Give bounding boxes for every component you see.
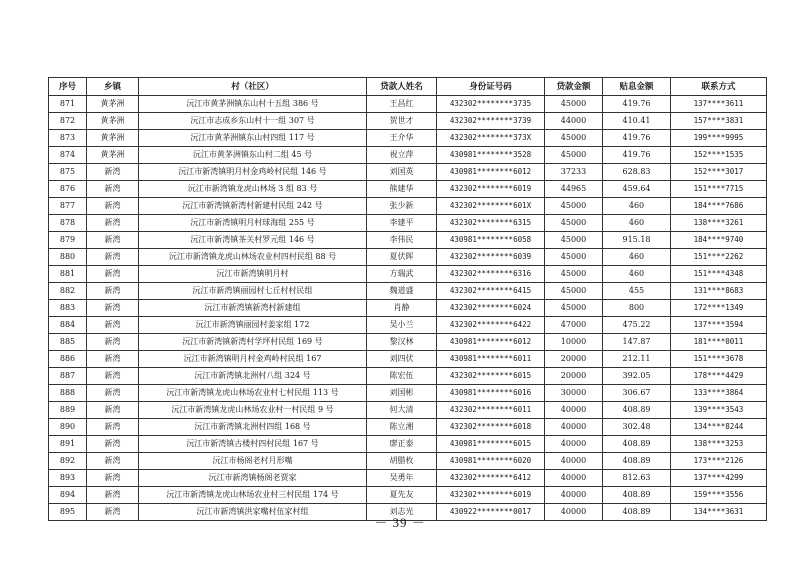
loan-amount-cell: 45000 <box>545 198 603 215</box>
table-row <box>49 368 767 385</box>
subsidy-amount-cell: 812.63 <box>603 470 671 487</box>
contact-cell: 184****7686 <box>671 198 767 215</box>
town-cell: 新湾 <box>87 402 139 419</box>
town-cell: 新湾 <box>87 368 139 385</box>
table-row <box>49 147 767 164</box>
id-number-cell: 432302********6316 <box>437 266 545 283</box>
id-number-cell: 432302********6018 <box>437 419 545 436</box>
loan-table-container <box>48 77 766 521</box>
index-cell: 873 <box>49 130 87 147</box>
loan-amount-cell: 20000 <box>545 368 603 385</box>
borrower-cell: 黎汉林 <box>367 334 437 351</box>
loan-amount-cell: 20000 <box>545 351 603 368</box>
subsidy-amount-cell: 408.89 <box>603 402 671 419</box>
table-row <box>49 164 767 181</box>
loan-amount-cell: 45000 <box>545 283 603 300</box>
town-cell: 新湾 <box>87 470 139 487</box>
loan-amount-cell: 45000 <box>545 300 603 317</box>
borrower-cell: 吴勇年 <box>367 470 437 487</box>
id-number-cell: 432302********6019 <box>437 487 545 504</box>
loan-amount-cell: 45000 <box>545 266 603 283</box>
contact-cell: 178****4429 <box>671 368 767 385</box>
header-col-index: 序号 <box>49 78 87 96</box>
borrower-cell: 刘志光 <box>367 504 437 521</box>
table-row <box>49 317 767 334</box>
subsidy-amount-cell: 460 <box>603 198 671 215</box>
contact-cell: 139****3543 <box>671 402 767 419</box>
borrower-cell: 贺世才 <box>367 113 437 130</box>
index-cell: 890 <box>49 419 87 436</box>
contact-cell: 133****3864 <box>671 385 767 402</box>
borrower-cell: 李建平 <box>367 215 437 232</box>
contact-cell: 151****3678 <box>671 351 767 368</box>
town-cell: 新湾 <box>87 283 139 300</box>
table-row <box>49 130 767 147</box>
village-cell: 沅江市新湾镇丽园村七丘村村民组 <box>139 283 367 300</box>
index-cell: 891 <box>49 436 87 453</box>
table-header-row <box>49 78 767 96</box>
id-number-cell: 430981********6012 <box>437 164 545 181</box>
village-cell: 沅江市杨阁老村月形嘴 <box>139 453 367 470</box>
subsidy-amount-cell: 460 <box>603 215 671 232</box>
header-col-contact: 联系方式 <box>671 78 767 96</box>
contact-cell: 151****4348 <box>671 266 767 283</box>
village-cell: 沅江市新湾镇龙虎山林场农业村一村民组 9 号 <box>139 402 367 419</box>
borrower-cell: 方瑞武 <box>367 266 437 283</box>
subsidy-amount-cell: 410.41 <box>603 113 671 130</box>
borrower-cell: 夏伏晖 <box>367 249 437 266</box>
loan-amount-cell: 40000 <box>545 487 603 504</box>
town-cell: 黄茅洲 <box>87 96 139 113</box>
id-number-cell: 430922********0017 <box>437 504 545 521</box>
table-row <box>49 351 767 368</box>
village-cell: 沅江市黄茅洲镇东山村二组 45 号 <box>139 147 367 164</box>
index-cell: 887 <box>49 368 87 385</box>
index-cell: 892 <box>49 453 87 470</box>
village-cell: 沅江市新湾镇茶关村罗元组 146 号 <box>139 232 367 249</box>
subsidy-amount-cell: 408.89 <box>603 504 671 521</box>
loan-amount-cell: 44000 <box>545 113 603 130</box>
village-cell: 沅江市新湾镇北洲村八组 324 号 <box>139 368 367 385</box>
borrower-cell: 廖正泰 <box>367 436 437 453</box>
contact-cell: 181****0011 <box>671 334 767 351</box>
village-cell: 沅江市新湾镇古楼村四村民组 167 号 <box>139 436 367 453</box>
borrower-cell: 胡腊枚 <box>367 453 437 470</box>
village-cell: 沅江市新湾镇龙虎山林场农业村三村民组 174 号 <box>139 487 367 504</box>
loan-amount-cell: 45000 <box>545 96 603 113</box>
contact-cell: 184****9740 <box>671 232 767 249</box>
town-cell: 新湾 <box>87 181 139 198</box>
village-cell: 沅江市黄茅洲镇东山村十五组 386 号 <box>139 96 367 113</box>
id-number-cell: 430981********6012 <box>437 334 545 351</box>
town-cell: 新湾 <box>87 334 139 351</box>
id-number-cell: 432302********6412 <box>437 470 545 487</box>
id-number-cell: 432302********6415 <box>437 283 545 300</box>
id-number-cell: 430981********6016 <box>437 385 545 402</box>
index-cell: 885 <box>49 334 87 351</box>
table-row <box>49 470 767 487</box>
loan-amount-cell: 10000 <box>545 334 603 351</box>
table-row <box>49 113 767 130</box>
town-cell: 新湾 <box>87 232 139 249</box>
header-col-loan-amount: 贷款金额 <box>545 78 603 96</box>
borrower-cell: 张少新 <box>367 198 437 215</box>
index-cell: 871 <box>49 96 87 113</box>
town-cell: 新湾 <box>87 419 139 436</box>
table-row <box>49 334 767 351</box>
village-cell: 沅江市志成乡东山村十一组 307 号 <box>139 113 367 130</box>
village-cell: 沅江市新湾镇明月村 <box>139 266 367 283</box>
village-cell: 沅江市新湾镇明月村金鸡岭村民组 167 <box>139 351 367 368</box>
contact-cell: 151****7715 <box>671 181 767 198</box>
header-col-subsidy-amount: 贴息金额 <box>603 78 671 96</box>
village-cell: 沅江市新湾镇龙虎山林场农业村四村民组 88 号 <box>139 249 367 266</box>
index-cell: 893 <box>49 470 87 487</box>
table-row <box>49 96 767 113</box>
contact-cell: 137****3611 <box>671 96 767 113</box>
index-cell: 878 <box>49 215 87 232</box>
page-number: － 39 － <box>374 515 426 530</box>
borrower-cell: 吴小兰 <box>367 317 437 334</box>
town-cell: 新湾 <box>87 164 139 181</box>
header-col-town: 乡镇 <box>87 78 139 96</box>
table-body <box>49 96 767 521</box>
index-cell: 889 <box>49 402 87 419</box>
village-cell: 沅江市新湾镇新湾村新建组 <box>139 300 367 317</box>
id-number-cell: 430981********6020 <box>437 453 545 470</box>
town-cell: 新湾 <box>87 249 139 266</box>
id-number-cell: 430981********6011 <box>437 351 545 368</box>
town-cell: 新湾 <box>87 198 139 215</box>
id-number-cell: 432302********6315 <box>437 215 545 232</box>
borrower-cell: 夏先友 <box>367 487 437 504</box>
table-row <box>49 249 767 266</box>
index-cell: 881 <box>49 266 87 283</box>
table-row <box>49 300 767 317</box>
loan-amount-cell: 40000 <box>545 453 603 470</box>
index-cell: 883 <box>49 300 87 317</box>
subsidy-amount-cell: 460 <box>603 249 671 266</box>
village-cell: 沅江市新湾镇明月村金鸡岭村民组 146 号 <box>139 164 367 181</box>
contact-cell: 134****8244 <box>671 419 767 436</box>
loan-amount-cell: 45000 <box>545 215 603 232</box>
village-cell: 沅江市新湾镇新湾村新建村民组 242 号 <box>139 198 367 215</box>
contact-cell: 138****3261 <box>671 215 767 232</box>
table-row <box>49 453 767 470</box>
loan-amount-cell: 47000 <box>545 317 603 334</box>
table-row <box>49 283 767 300</box>
table-row <box>49 385 767 402</box>
subsidy-amount-cell: 800 <box>603 300 671 317</box>
id-number-cell: 432302********3735 <box>437 96 545 113</box>
loan-amount-cell: 40000 <box>545 419 603 436</box>
subsidy-amount-cell: 475.22 <box>603 317 671 334</box>
loan-amount-cell: 40000 <box>545 470 603 487</box>
contact-cell: 159****3556 <box>671 487 767 504</box>
contact-cell: 137****3594 <box>671 317 767 334</box>
village-cell: 沅江市新湾镇北洲村四组 168 号 <box>139 419 367 436</box>
contact-cell: 151****2262 <box>671 249 767 266</box>
town-cell: 新湾 <box>87 487 139 504</box>
index-cell: 876 <box>49 181 87 198</box>
town-cell: 新湾 <box>87 317 139 334</box>
table-row <box>49 181 767 198</box>
id-number-cell: 432302********6039 <box>437 249 545 266</box>
town-cell: 新湾 <box>87 351 139 368</box>
id-number-cell: 432302********6015 <box>437 368 545 385</box>
contact-cell: 138****3253 <box>671 436 767 453</box>
borrower-cell: 李伟民 <box>367 232 437 249</box>
header-col-borrower: 贷款人姓名 <box>367 78 437 96</box>
town-cell: 新湾 <box>87 385 139 402</box>
subsidy-amount-cell: 455 <box>603 283 671 300</box>
contact-cell: 131****8683 <box>671 283 767 300</box>
id-number-cell: 430981********6058 <box>437 232 545 249</box>
contact-cell: 173****2126 <box>671 453 767 470</box>
borrower-cell: 肖静 <box>367 300 437 317</box>
index-cell: 882 <box>49 283 87 300</box>
borrower-cell: 何大清 <box>367 402 437 419</box>
borrower-cell: 刘国彬 <box>367 385 437 402</box>
index-cell: 877 <box>49 198 87 215</box>
contact-cell: 152****1535 <box>671 147 767 164</box>
loan-amount-cell: 37233 <box>545 164 603 181</box>
loan-amount-cell: 40000 <box>545 436 603 453</box>
table-row <box>49 487 767 504</box>
index-cell: 874 <box>49 147 87 164</box>
borrower-cell: 陈宏伍 <box>367 368 437 385</box>
id-number-cell: 432302********6019 <box>437 181 545 198</box>
borrower-cell: 祝立萍 <box>367 147 437 164</box>
subsidy-amount-cell: 212.11 <box>603 351 671 368</box>
loan-amount-cell: 40000 <box>545 504 603 521</box>
table-row <box>49 419 767 436</box>
id-number-cell: 432302********373X <box>437 130 545 147</box>
table-row <box>49 232 767 249</box>
subsidy-amount-cell: 419.76 <box>603 130 671 147</box>
town-cell: 黄茅洲 <box>87 147 139 164</box>
id-number-cell: 432302********3739 <box>437 113 545 130</box>
subsidy-amount-cell: 392.05 <box>603 368 671 385</box>
contact-cell: 152****3017 <box>671 164 767 181</box>
town-cell: 新湾 <box>87 215 139 232</box>
town-cell: 新湾 <box>87 266 139 283</box>
subsidy-amount-cell: 408.89 <box>603 487 671 504</box>
village-cell: 沅江市新湾镇龙虎山林场农业村七村民组 113 号 <box>139 385 367 402</box>
village-cell: 沅江市新湾镇龙虎山林场 3 组 83 号 <box>139 181 367 198</box>
village-cell: 沅江市新湾镇新湾村学坪村民组 169 号 <box>139 334 367 351</box>
index-cell: 879 <box>49 232 87 249</box>
contact-cell: 199****9995 <box>671 130 767 147</box>
index-cell: 875 <box>49 164 87 181</box>
table-row <box>49 266 767 283</box>
loan-amount-cell: 45000 <box>545 232 603 249</box>
village-cell: 沅江市新湾镇洪家嘴村伍家村组 <box>139 504 367 521</box>
town-cell: 新湾 <box>87 300 139 317</box>
id-number-cell: 430981********6015 <box>437 436 545 453</box>
village-cell: 沅江市黄茅洲镇东山村四组 117 号 <box>139 130 367 147</box>
borrower-cell: 陈立湘 <box>367 419 437 436</box>
header-col-village: 村（社区） <box>139 78 367 96</box>
id-number-cell: 432302********6024 <box>437 300 545 317</box>
village-cell: 沅江市新湾镇杨阁老贾家 <box>139 470 367 487</box>
loan-amount-cell: 40000 <box>545 402 603 419</box>
contact-cell: 137****4299 <box>671 470 767 487</box>
subsidy-amount-cell: 459.64 <box>603 181 671 198</box>
loan-amount-cell: 45000 <box>545 130 603 147</box>
subsidy-amount-cell: 408.89 <box>603 453 671 470</box>
borrower-cell: 王昌红 <box>367 96 437 113</box>
index-cell: 894 <box>49 487 87 504</box>
borrower-cell: 魏道盛 <box>367 283 437 300</box>
borrower-cell: 刘四伏 <box>367 351 437 368</box>
subsidy-amount-cell: 147.87 <box>603 334 671 351</box>
index-cell: 880 <box>49 249 87 266</box>
subsidy-amount-cell: 460 <box>603 266 671 283</box>
id-number-cell: 432302********6011 <box>437 402 545 419</box>
index-cell: 884 <box>49 317 87 334</box>
village-cell: 沅江市新湾镇丽园村姜家组 172 <box>139 317 367 334</box>
loan-amount-cell: 45000 <box>545 249 603 266</box>
contact-cell: 157****3831 <box>671 113 767 130</box>
id-number-cell: 432302********601X <box>437 198 545 215</box>
table-row <box>49 215 767 232</box>
subsidy-amount-cell: 419.76 <box>603 147 671 164</box>
loan-subsidy-table <box>48 77 767 521</box>
borrower-cell: 王介华 <box>367 130 437 147</box>
borrower-cell: 熊建华 <box>367 181 437 198</box>
town-cell: 黄茅洲 <box>87 113 139 130</box>
town-cell: 黄茅洲 <box>87 130 139 147</box>
town-cell: 新湾 <box>87 504 139 521</box>
subsidy-amount-cell: 915.18 <box>603 232 671 249</box>
subsidy-amount-cell: 408.89 <box>603 436 671 453</box>
subsidy-amount-cell: 628.83 <box>603 164 671 181</box>
contact-cell: 172****1349 <box>671 300 767 317</box>
index-cell: 886 <box>49 351 87 368</box>
index-cell: 895 <box>49 504 87 521</box>
subsidy-amount-cell: 419.76 <box>603 96 671 113</box>
loan-amount-cell: 45000 <box>545 147 603 164</box>
id-number-cell: 432302********6422 <box>437 317 545 334</box>
table-row <box>49 402 767 419</box>
id-number-cell: 430981********3528 <box>437 147 545 164</box>
index-cell: 872 <box>49 113 87 130</box>
table-row <box>49 198 767 215</box>
subsidy-amount-cell: 306.67 <box>603 385 671 402</box>
village-cell: 沅江市新湾镇明月村球海组 255 号 <box>139 215 367 232</box>
table-row <box>49 436 767 453</box>
loan-amount-cell: 30000 <box>545 385 603 402</box>
header-col-id-number: 身份证号码 <box>437 78 545 96</box>
town-cell: 新湾 <box>87 453 139 470</box>
town-cell: 新湾 <box>87 436 139 453</box>
borrower-cell: 刘国英 <box>367 164 437 181</box>
subsidy-amount-cell: 302.48 <box>603 419 671 436</box>
contact-cell: 134****3631 <box>671 504 767 521</box>
loan-amount-cell: 44965 <box>545 181 603 198</box>
index-cell: 888 <box>49 385 87 402</box>
